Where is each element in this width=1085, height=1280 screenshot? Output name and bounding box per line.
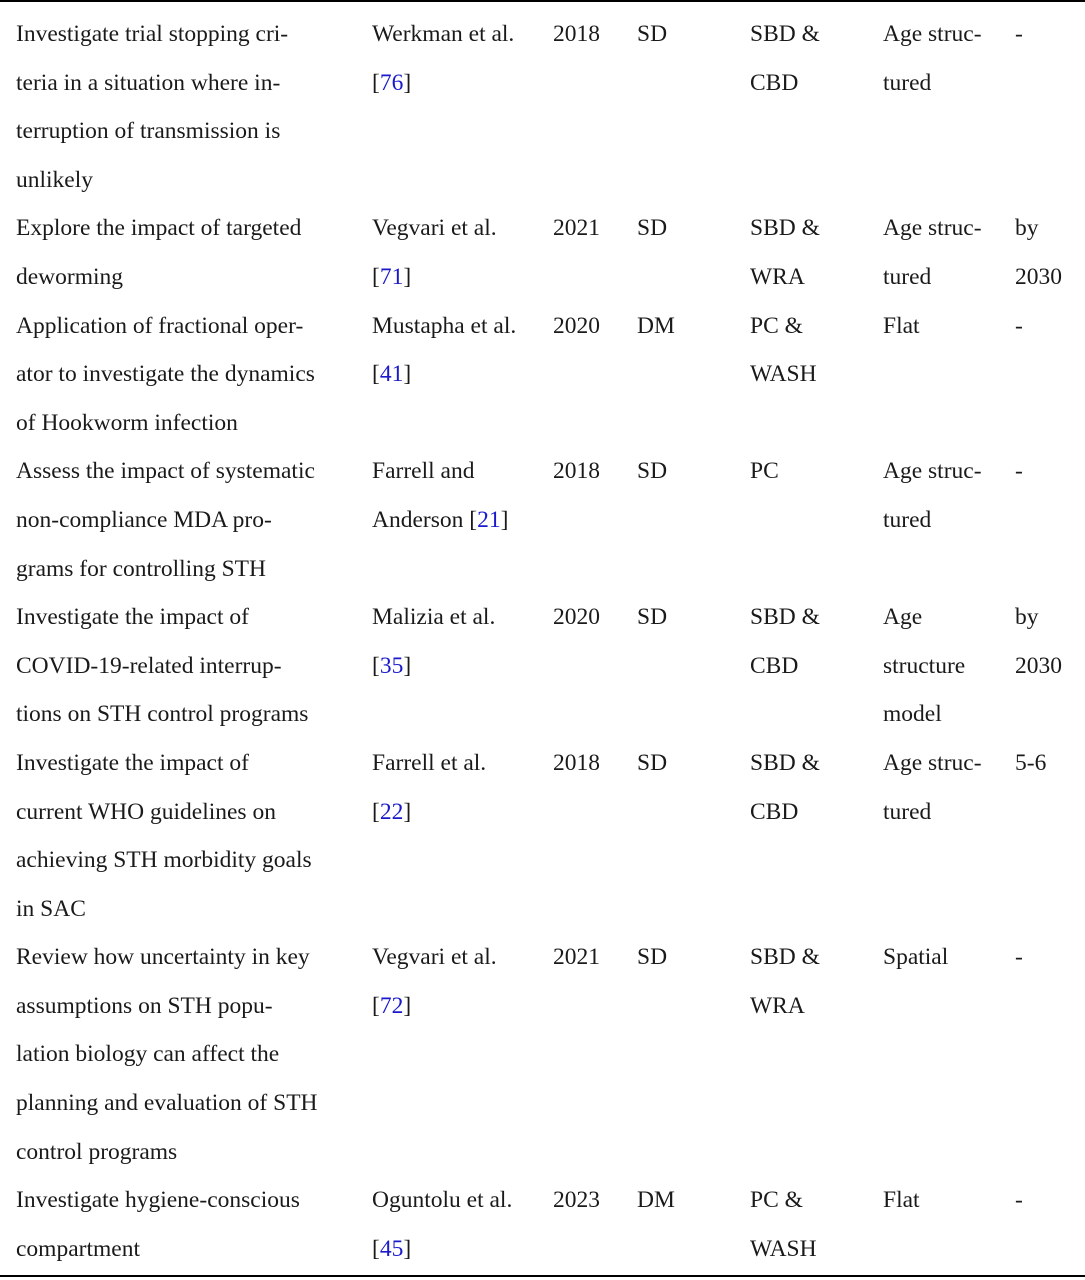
literature-table (0, 10, 1085, 1273)
author-line: Farrell et al. (372, 749, 487, 776)
structure-line: tured (883, 263, 932, 290)
objective-line: Investigate hygiene-conscious (16, 1187, 300, 1214)
model-type-value: SD (637, 944, 668, 971)
structure-line: tured (883, 506, 932, 533)
structure-cell (883, 1176, 1015, 1273)
author-line: Werkman et al. (372, 21, 515, 47)
year-cell (553, 593, 637, 739)
control-line: PC & (750, 1187, 803, 1214)
objective-line: in SAC (16, 895, 86, 922)
table-row (0, 933, 1085, 1176)
control-line: WASH (750, 1235, 817, 1262)
reference-cell (372, 739, 553, 933)
objective-cell (0, 447, 372, 593)
objective-line: Application of fractional oper- (16, 312, 304, 339)
model-type-value: SD (637, 749, 668, 776)
model-type-value: SD (637, 604, 668, 631)
structure-cell (883, 739, 1015, 933)
table-row (0, 302, 1085, 448)
objective-line: planning and evaluation of STH (16, 1090, 318, 1117)
objective-cell (0, 739, 372, 933)
model-type-cell (637, 1176, 750, 1273)
objective-line: lation biology can affect the (16, 1041, 280, 1068)
objective-cell (0, 10, 372, 204)
table-row (0, 10, 1085, 204)
model-type-cell (637, 302, 750, 448)
control-line: PC & (750, 312, 803, 339)
objective-line: Explore the impact of targeted (16, 215, 302, 242)
structure-line: tured (883, 798, 932, 825)
model-type-cell (637, 593, 750, 739)
structure-line: Age struc- (883, 749, 982, 776)
citation-line: [45] (372, 1235, 412, 1262)
objective-line: non-compliance MDA pro- (16, 506, 272, 533)
year-cell (553, 447, 637, 593)
citation-link[interactable]: 71 (379, 263, 404, 290)
timeline-line: 2030 (1015, 263, 1062, 290)
structure-cell (883, 302, 1015, 448)
citation-line: Anderson [21] (372, 506, 509, 533)
objective-line: achieving STH morbidity goals (16, 847, 312, 874)
year-value: 2021 (553, 944, 600, 971)
timeline-line: - (1015, 312, 1023, 339)
control-line: SBD & (750, 944, 820, 971)
structure-line: structure (883, 652, 966, 679)
table-row (0, 739, 1085, 933)
citation-line: [71] (372, 263, 412, 290)
objective-cell (0, 933, 372, 1176)
control-line: WRA (750, 992, 805, 1019)
objective-line: Investigate the impact of (16, 604, 249, 631)
timeline-cell (1015, 1176, 1085, 1273)
control-line: SBD & (750, 215, 820, 242)
citation-line: [35] (372, 652, 412, 679)
structure-line: Spatial (883, 944, 949, 971)
reference-cell (372, 1176, 553, 1273)
structure-line: tured (883, 69, 932, 96)
structure-line: model (883, 701, 942, 728)
structure-line: Flat (883, 312, 920, 339)
control-line: PC (750, 458, 779, 485)
model-type-cell (637, 447, 750, 593)
citation-link[interactable]: 41 (379, 361, 404, 388)
reference-cell (372, 10, 553, 204)
timeline-cell (1015, 302, 1085, 448)
objective-line: Investigate trial stopping cri- (16, 21, 289, 47)
timeline-cell (1015, 933, 1085, 1176)
year-value: 2018 (553, 458, 600, 485)
citation-line: [41] (372, 361, 412, 388)
model-type-cell (637, 10, 750, 204)
timeline-line: - (1015, 458, 1023, 485)
table-top-rule (0, 0, 1085, 2)
objective-line: compartment (16, 1235, 140, 1262)
control-line: WASH (750, 361, 817, 388)
objective-cell (0, 302, 372, 448)
structure-line: Age struc- (883, 458, 982, 485)
year-value: 2023 (553, 1187, 600, 1214)
author-line: Vegvari et al. (372, 944, 497, 971)
table-bottom-rule (0, 1275, 1085, 1277)
citation-line: [72] (372, 992, 412, 1019)
reference-cell (372, 933, 553, 1176)
timeline-line: by (1015, 215, 1039, 242)
citation-link[interactable]: 76 (379, 69, 404, 96)
year-cell (553, 739, 637, 933)
author-line: Mustapha et al. (372, 312, 517, 339)
model-type-value: SD (637, 21, 668, 47)
timeline-cell (1015, 739, 1085, 933)
objective-line: Assess the impact of systematic (16, 458, 315, 485)
citation-link[interactable]: 72 (379, 992, 404, 1019)
model-type-cell (637, 204, 750, 301)
timeline-cell (1015, 447, 1085, 593)
model-type-value: SD (637, 458, 668, 485)
control-line: CBD (750, 798, 799, 825)
timeline-line: - (1015, 21, 1023, 47)
structure-cell (883, 10, 1015, 204)
timeline-cell (1015, 204, 1085, 301)
author-line: Farrell and (372, 458, 475, 485)
citation-link[interactable]: 35 (379, 652, 404, 679)
citation-line: [22] (372, 798, 412, 825)
year-value: 2018 (553, 749, 600, 776)
objective-line: current WHO guidelines on (16, 798, 276, 825)
table-body (0, 10, 1085, 1273)
timeline-line: - (1015, 1187, 1023, 1214)
citation-link[interactable]: 22 (379, 798, 404, 825)
year-cell (553, 204, 637, 301)
objective-cell (0, 593, 372, 739)
control-cell (750, 739, 883, 933)
citation-line: [76] (372, 69, 412, 96)
objective-line: of Hookworm infection (16, 409, 238, 436)
timeline-line: 5-6 (1015, 749, 1047, 776)
control-line: SBD & (750, 749, 820, 776)
citation-link[interactable]: 45 (379, 1235, 404, 1262)
control-line: CBD (750, 69, 799, 96)
citation-link[interactable]: 21 (477, 506, 501, 533)
structure-cell (883, 933, 1015, 1176)
timeline-cell (1015, 10, 1085, 204)
year-cell (553, 302, 637, 448)
structure-line: Flat (883, 1187, 920, 1214)
objective-line: assumptions on STH popu- (16, 992, 273, 1019)
objective-line: Review how uncertainty in key (16, 944, 310, 971)
control-cell (750, 302, 883, 448)
structure-line: Age struc- (883, 215, 982, 242)
structure-cell (883, 204, 1015, 301)
control-line: SBD & (750, 21, 820, 47)
reference-cell (372, 593, 553, 739)
objective-line: terruption of transmission is (16, 118, 281, 145)
author-line: Vegvari et al. (372, 215, 497, 242)
timeline-line: 2030 (1015, 652, 1062, 679)
model-type-cell (637, 739, 750, 933)
control-line: CBD (750, 652, 799, 679)
objective-cell (0, 1176, 372, 1273)
reference-cell (372, 447, 553, 593)
objective-line: Investigate the impact of (16, 749, 249, 776)
control-cell (750, 933, 883, 1176)
objective-line: teria in a situation where in- (16, 69, 281, 96)
control-cell (750, 204, 883, 301)
model-type-value: SD (637, 215, 668, 242)
objective-line: grams for controlling STH (16, 555, 266, 582)
objective-line: deworming (16, 263, 124, 290)
table-row (0, 1176, 1085, 1273)
reference-cell (372, 204, 553, 301)
objective-line: control programs (16, 1138, 178, 1165)
objective-line: ator to investigate the dynamics (16, 361, 315, 388)
model-type-value: DM (637, 1187, 675, 1214)
structure-cell (883, 447, 1015, 593)
year-cell (553, 10, 637, 204)
structure-line: Age (883, 604, 923, 631)
year-cell (553, 1176, 637, 1273)
table-row (0, 204, 1085, 301)
timeline-line: by (1015, 604, 1039, 631)
timeline-line: - (1015, 944, 1023, 971)
objective-cell (0, 204, 372, 301)
table-row (0, 593, 1085, 739)
control-line: SBD & (750, 604, 820, 631)
structure-line: Age struc- (883, 21, 982, 47)
author-line: Oguntolu et al. (372, 1187, 513, 1214)
model-type-value: DM (637, 312, 675, 339)
objective-line: tions on STH control programs (16, 701, 309, 728)
year-value: 2021 (553, 215, 600, 242)
reference-cell (372, 302, 553, 448)
table-row (0, 447, 1085, 593)
year-value: 2018 (553, 21, 600, 47)
objective-line: unlikely (16, 166, 94, 193)
control-cell (750, 593, 883, 739)
year-cell (553, 933, 637, 1176)
author-line-continued: Anderson (372, 506, 470, 533)
author-line: Malizia et al. (372, 604, 496, 631)
control-cell (750, 10, 883, 204)
structure-cell (883, 593, 1015, 739)
objective-line: COVID-19-related interrup- (16, 652, 282, 679)
model-type-cell (637, 933, 750, 1176)
control-cell (750, 447, 883, 593)
year-value: 2020 (553, 312, 600, 339)
year-value: 2020 (553, 604, 600, 631)
control-cell (750, 1176, 883, 1273)
timeline-cell (1015, 593, 1085, 739)
control-line: WRA (750, 263, 805, 290)
